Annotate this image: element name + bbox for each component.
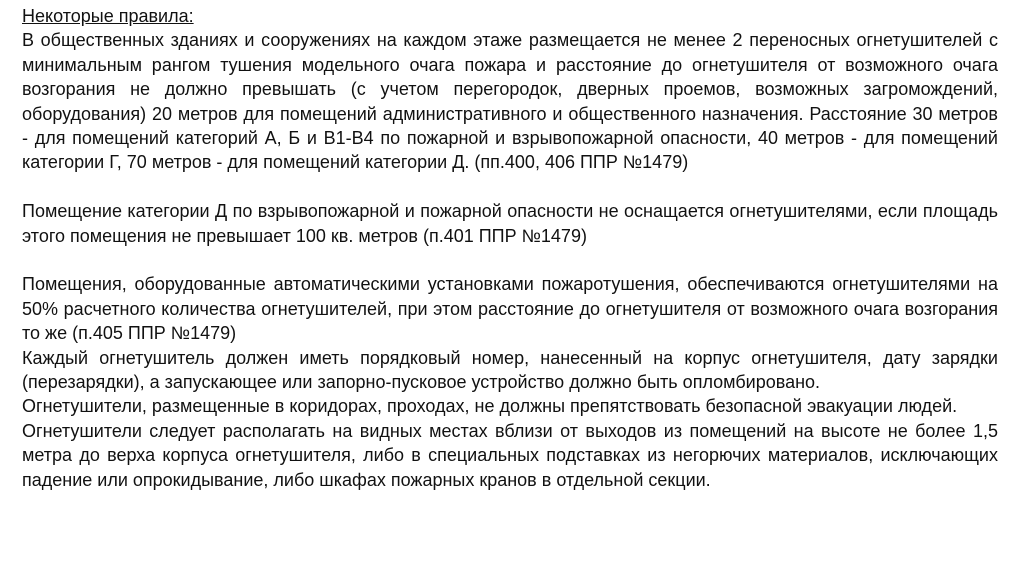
paragraph-category-d-exemption: Помещение категории Д по взрывопожарной и пожарной опасности не оснащается огнетушителями, если площадь этого помещения не превышает 100 кв. метров (п.401 ППР №1479)	[22, 201, 998, 246]
paragraph-spacer	[22, 248, 998, 272]
paragraph-location-height: Огнетушители следует располагать на видных местах вблизи от выходов из помещений на высоте не более 1,5 метра до верха корпуса огнетушителя, либо в специальных подставках из негорючих материалов, исключающих падение или опрокидывание, либо шкафах пожарных кранов в отдельной секции.	[22, 420, 998, 490]
paragraph-automatic-systems: Помещения, оборудованные автоматическими установками пожаротушения, обеспечиваются огнетушителями на 50% расчетного количества огнетушителей, при этом расстояние до огнетушителя от возможного очага возгорания то же (п.405 ППР №1479)	[22, 274, 998, 344]
paragraph-numbering-sealing: Каждый огнетушитель должен иметь порядковый номер, нанесенный на корпус огнетушителя, дату зарядки (перезарядки), а запускающее или запорно-пусковое устройство должно быть опломбировано.	[22, 347, 998, 393]
paragraph-evacuation: Огнетушители, размещенные в коридорах, проходах, не должны препятствовать безопасной эвакуации людей.	[22, 396, 958, 417]
paragraph-spacer	[22, 175, 998, 199]
document-body	[22, 4, 998, 492]
paragraph-extinguisher-placement: В общественных зданиях и сооружениях на каждом этаже размещается не менее 2 переносных огнетушителей с минимальным рангом тушения модельного очага пожара и расстояние до огнетушителя от возможного очага возгорания не должно превышать (с учетом перегородок, дверных проемов, возможных загромождений, оборудования) 20 метров для помещений административного и общественного назначения. Расстояние 30 метров - для помещений категорий А, Б и В1-В4 по пожарной и взрывопожарной опасности, 40 метров - для помещений категории Г, 70 метров - для помещений категории Д. (пп.400, 406 ППР №1479)	[22, 30, 998, 173]
document-title: Некоторые правила:	[22, 6, 194, 26]
